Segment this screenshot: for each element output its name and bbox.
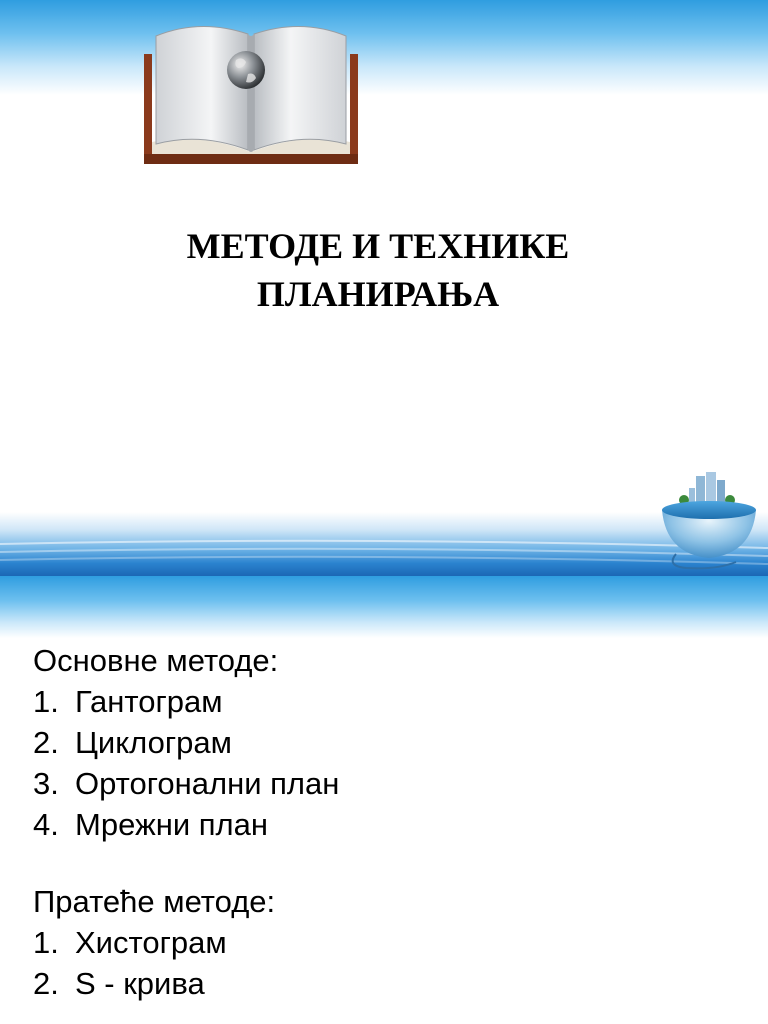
basic-methods-list — [33, 681, 339, 845]
section-spacer — [33, 845, 339, 881]
list-number: 1. — [33, 684, 59, 719]
slide2-top-gradient-band — [0, 576, 768, 638]
list-number: 3. — [33, 766, 59, 801]
slide-title — [0, 222, 756, 318]
content-slide — [0, 576, 768, 1024]
basic-methods-heading: Основне методе: — [33, 643, 279, 678]
list-number: 4. — [33, 807, 59, 842]
bottom-stripes-decoration — [0, 538, 768, 576]
list-item — [33, 681, 339, 722]
supporting-methods-heading: Пратеће методе: — [33, 884, 276, 919]
list-number: 2. — [33, 966, 59, 1001]
floating-island-icon — [656, 470, 762, 574]
list-label: Гантограм — [75, 684, 223, 719]
list-item — [33, 804, 339, 845]
list-label: Ортогонални план — [75, 766, 340, 801]
open-book-icon — [138, 14, 364, 170]
list-number: 1. — [33, 925, 59, 960]
top-gradient-band — [0, 0, 768, 95]
list-item — [33, 922, 339, 963]
list-label: S - крива — [75, 966, 205, 1001]
title-line-1: МЕТОДЕ И ТЕХНИКЕ — [186, 226, 570, 266]
title-line-2: ПЛАНИРАЊА — [256, 274, 500, 314]
list-label: Мрежни план — [75, 807, 268, 842]
supporting-methods-list — [33, 922, 339, 1004]
list-label: Хистограм — [75, 925, 227, 960]
methods-content — [33, 640, 339, 1004]
list-number: 2. — [33, 725, 59, 760]
list-item — [33, 963, 339, 1004]
list-label: Циклограм — [75, 725, 232, 760]
list-item — [33, 722, 339, 763]
list-item — [33, 763, 339, 804]
